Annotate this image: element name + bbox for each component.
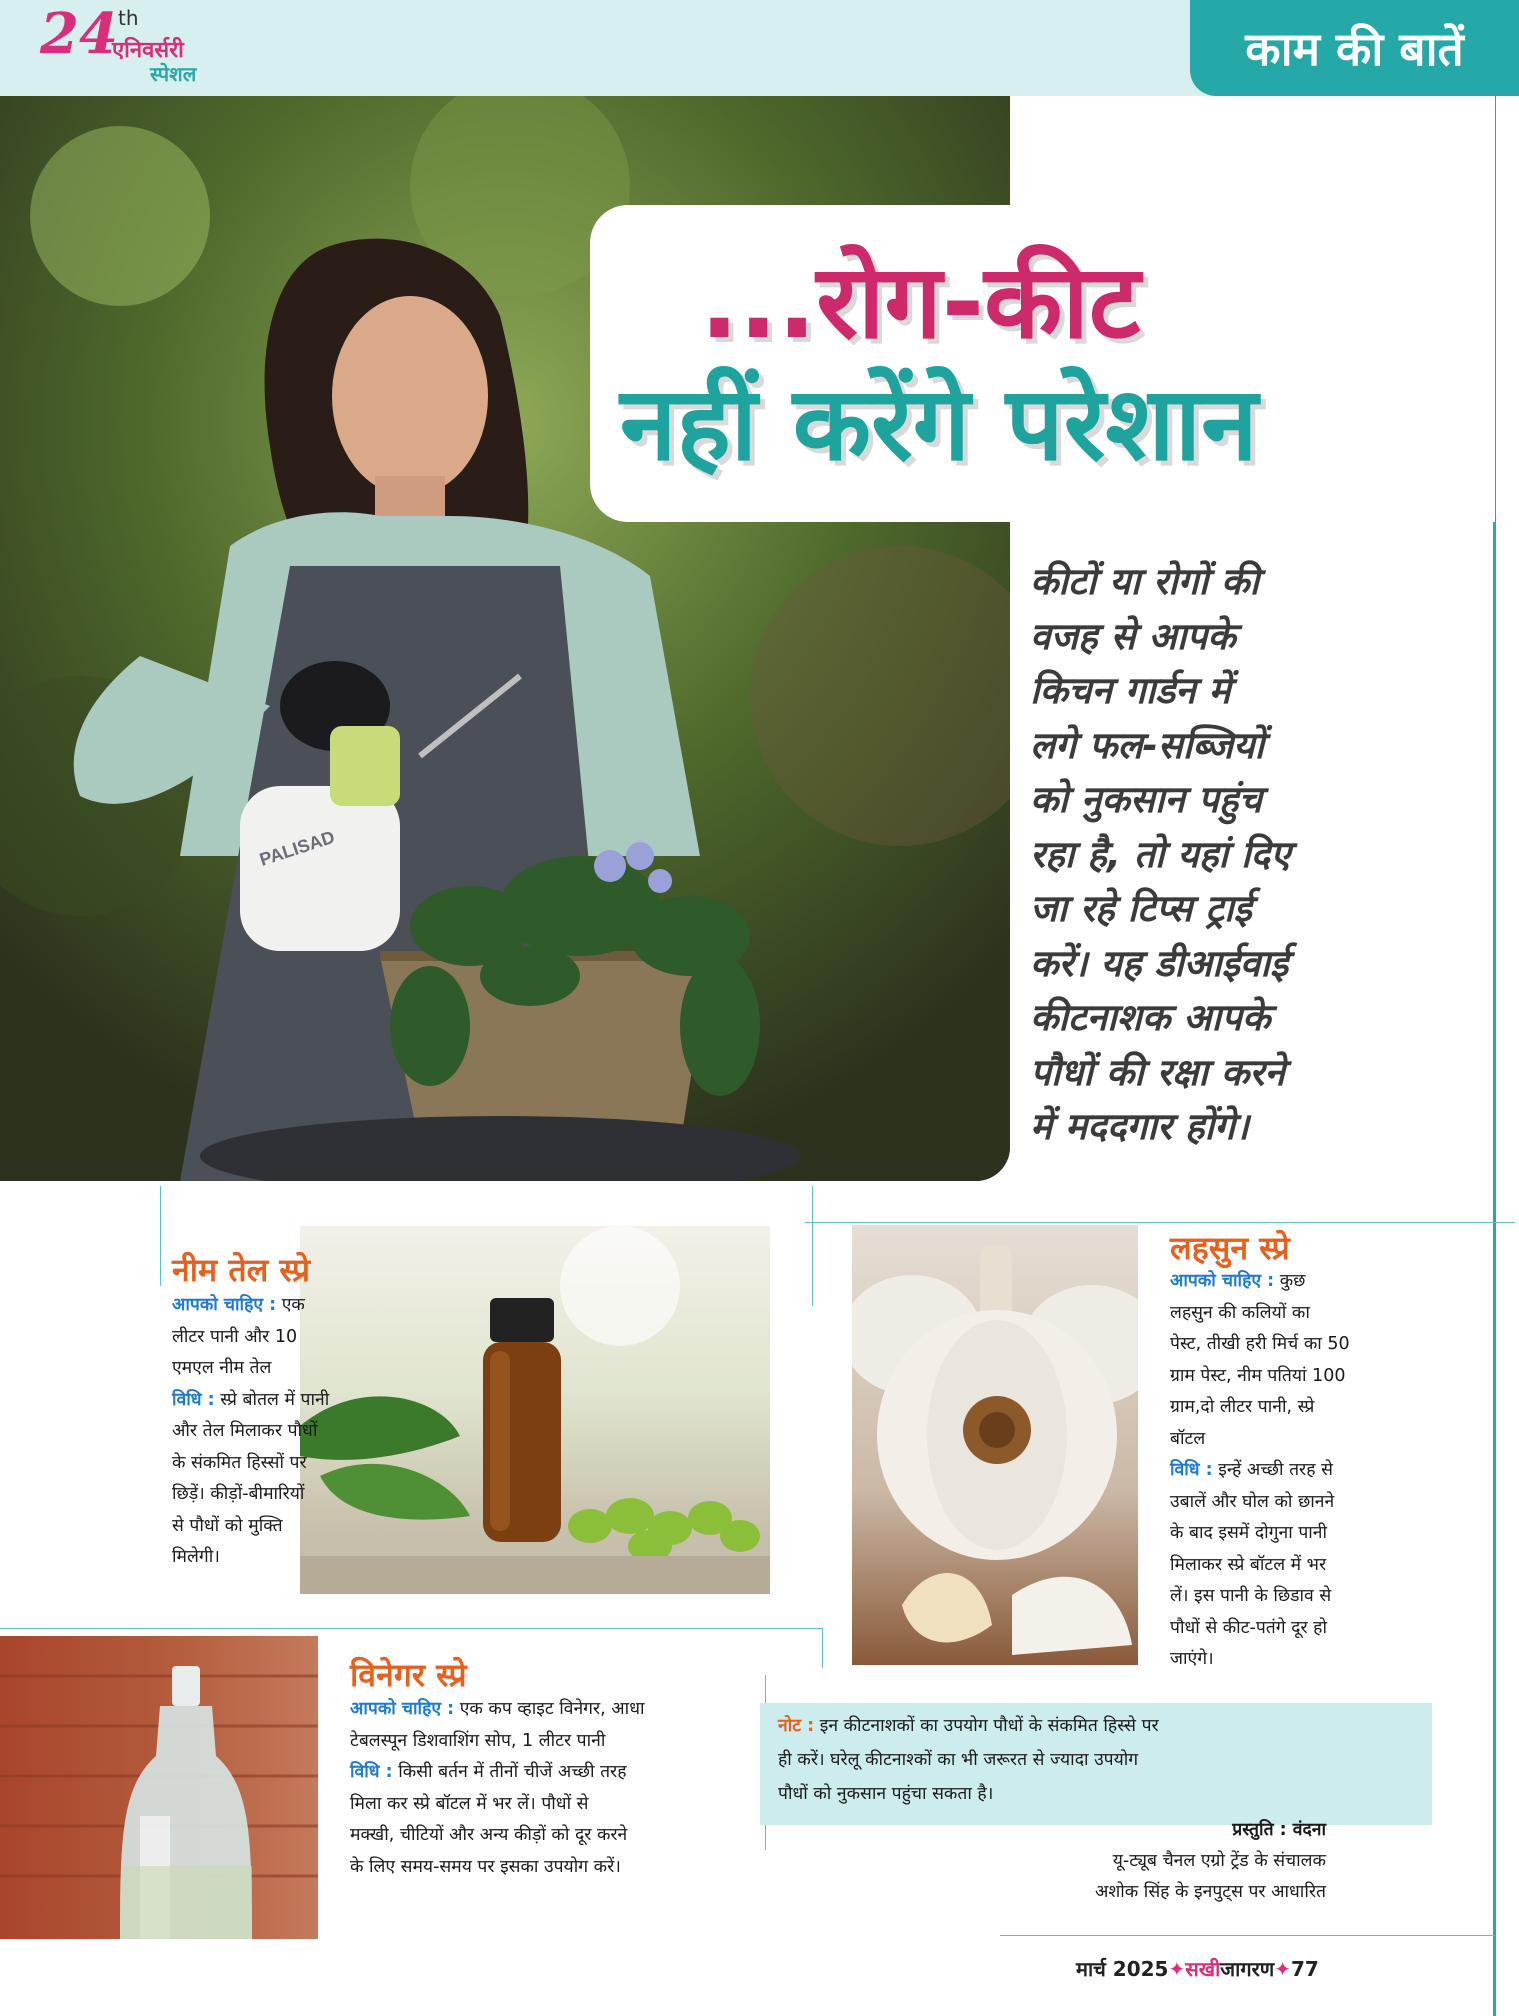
- neem-body: आपको चाहिए : एक लीटर पानी और 10 एमएल नीम तेल विधि : स्प्रे बोतल में पानी और तेल मिलाकर पौधों के संकमित हिस्सों पर छिड़ें। कीड़ों-बीमारियों से पौधों को मुक्ति मिलेगी।: [172, 1295, 330, 1567]
- divider-rule: [822, 1628, 823, 1668]
- star-icon: ✦: [1274, 1957, 1291, 1981]
- intro-line: में मददगार होंगे।: [1030, 1105, 1249, 1148]
- intro-line: को नुकसान पहुंच: [1030, 778, 1263, 821]
- page-footer: [1076, 1955, 1319, 1982]
- intro-line: पौधों की रक्षा करने: [1030, 1050, 1285, 1094]
- footer-brand-b: जागरण: [1220, 1957, 1275, 1981]
- credit-block: [960, 1815, 1326, 1908]
- intro-line: कीटनाशक आपके: [1030, 996, 1271, 1039]
- divider-rule: [0, 1628, 822, 1629]
- credit-line: यू-ट्यूब चैनल एग्रो ट्रेंड के संचालक: [1112, 1851, 1326, 1871]
- note-label: नोट :: [778, 1716, 815, 1736]
- method-label: विधि :: [172, 1389, 215, 1410]
- svg-text:PALISAD: PALISAD: [257, 826, 338, 870]
- divider-rule: [160, 1186, 161, 1286]
- headline-line1: ...रोग-कीट: [700, 243, 1141, 362]
- vinegar-title: विनेगर स्प्रे: [350, 1656, 467, 1694]
- divider-rule: [805, 1222, 1515, 1223]
- neem-title: नीम तेल स्प्रे: [172, 1251, 311, 1289]
- garlic-photo: [852, 1225, 1138, 1665]
- intro-line: लगे फल-सब्जियों: [1030, 723, 1265, 767]
- method-label: विधि :: [1170, 1460, 1213, 1480]
- intro-paragraph: [1030, 555, 1470, 1155]
- section-tab: काम की बातें: [1190, 0, 1519, 96]
- title-panel-notch: [1010, 96, 1495, 211]
- need-label: आपको चाहिए :: [172, 1295, 277, 1315]
- method-label: विधि :: [350, 1762, 393, 1782]
- footer-date: मार्च 2025: [1076, 1957, 1169, 1981]
- note-text: नोट : इन कीटनाशकों का उपयोग पौधों के संकमित हिस्से पर ही करें। घरेलू कीटनाश्कों का भी जरूरत से ज्यादा उपयोग पौधों को नुकसान पहुंचा सकता है।: [778, 1716, 1159, 1804]
- page-number: 77: [1290, 1957, 1319, 1981]
- footer-brand-a: सखी: [1185, 1957, 1221, 1981]
- credit-line: अशोक सिंह के इनपुट्स पर आधारित: [1095, 1882, 1326, 1902]
- divider-rule: [812, 1186, 813, 1306]
- intro-line: करें। यह डीआईवाई: [1030, 941, 1289, 985]
- garlic-body: आपको चाहिए : कुछ लहसुन की कलियों का पेस्ट, तीखी हरी मिर्च का 50 ग्राम पेस्ट, नीम पतियां 100 ग्राम,दो लीटर पानी, स्प्रे बॉटल विधि : इन्हें अच्छी तरह से उबालें और घोल को छानने के बाद इसमें दोगुना पानी मिलाकर स्प्रे बॉटल में भर लें। इस पानी के छिडाव से पौधों से कीट-पतंगे दूर हो जाएंगे।: [1170, 1271, 1350, 1669]
- intro-line: कीटों या रोगों की: [1030, 560, 1260, 603]
- garlic-bulb-illustration: [852, 1225, 1138, 1665]
- star-icon: ✦: [1168, 1957, 1186, 1981]
- intro-line: जा रहे टिप्स ट्राई: [1030, 887, 1252, 930]
- anniversary-suffix: th: [118, 6, 139, 30]
- anniversary-line1: एनिवर्सरी: [112, 38, 184, 63]
- garlic-title: लहसुन स्प्रे: [1170, 1229, 1290, 1267]
- need-label: आपको चाहिए :: [350, 1699, 455, 1719]
- vinegar-body: आपको चाहिए : एक कप व्हाइट विनेगर, आधा टेबलस्पून डिशवाशिंग सोप, 1 लीटर पानी विधि : किसी बर्तन में तीनों चीजें अच्छी तरह मिला कर स्प्रे बॉटल में भर लें। पौधों से मक्खी, चीटियों और अन्य कीड़ों को दूर करने के लिए समय-समय पर इसका उपयोग करें।: [350, 1699, 645, 1877]
- intro-line: रहा है, तो यहां दिए: [1030, 832, 1291, 876]
- vinegar-bottle-illustration: [0, 1636, 318, 1939]
- headline-line2: नहीं करेंगे परेशान: [620, 365, 1258, 484]
- divider-rule: [1000, 1935, 1495, 1936]
- intro-line: वजह से आपके: [1030, 614, 1236, 658]
- need-label: आपको चाहिए :: [1170, 1271, 1275, 1291]
- intro-line: किचन गार्डन में: [1030, 669, 1231, 712]
- anniversary-line2: स्पेशल: [150, 62, 197, 86]
- vinegar-photo: [0, 1636, 318, 1939]
- anniversary-number: 24: [40, 1, 118, 67]
- credit-presenter: प्रस्तुति : वंदना: [1232, 1820, 1326, 1840]
